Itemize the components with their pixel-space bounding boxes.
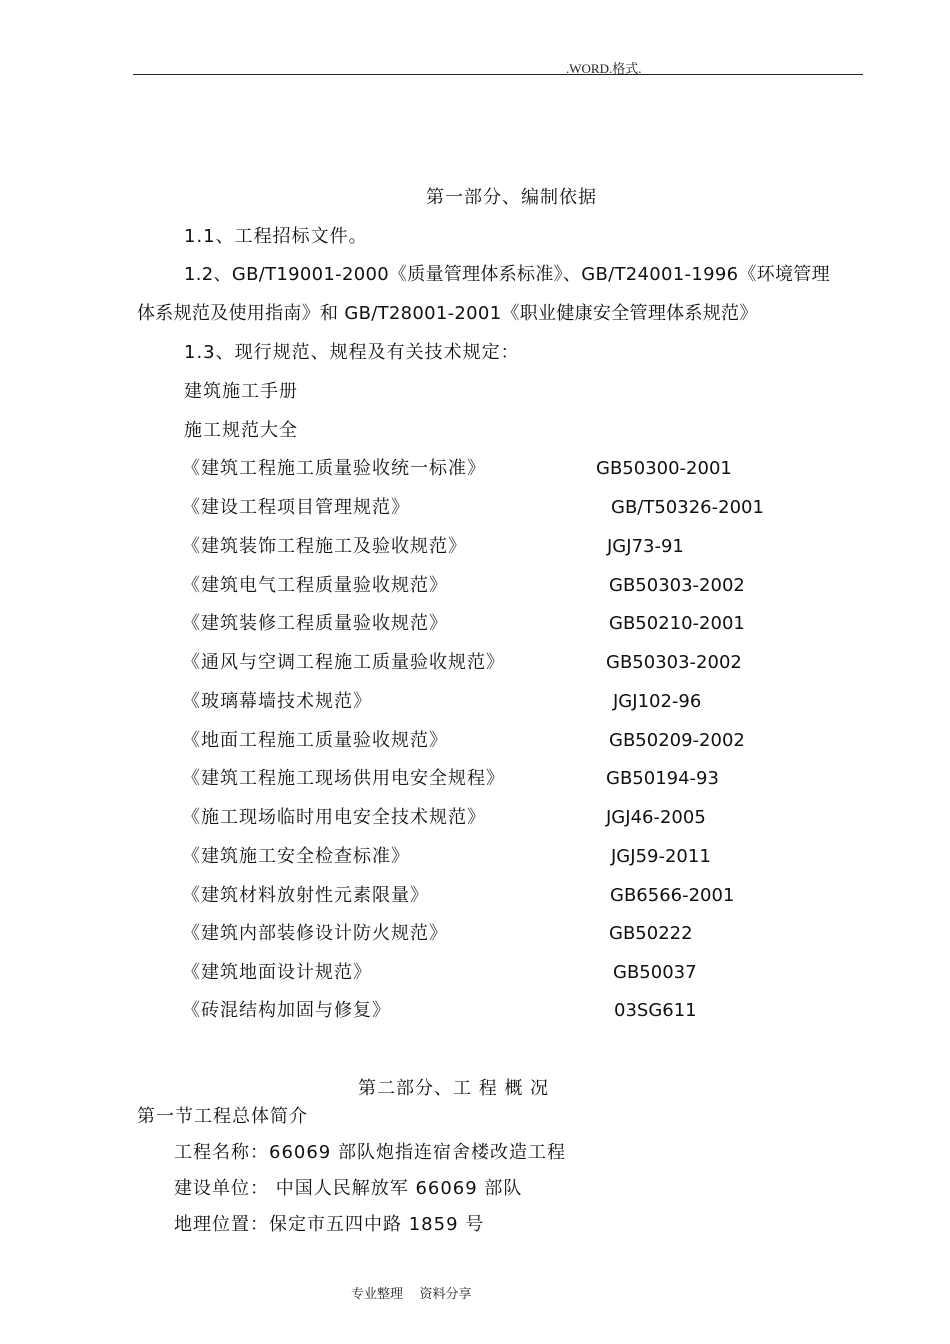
standard-title: 《玻璃幕墙技术规范》 xyxy=(182,691,372,712)
standard-title: 《建筑装饰工程施工及验收规范》 xyxy=(182,536,467,557)
standard-code: JGJ59-2011 xyxy=(611,846,711,867)
builder: 建设单位： 中国人民解放军 66069 部队 xyxy=(174,1178,523,1199)
standard-code: JGJ102-96 xyxy=(613,691,702,712)
standard-title: 《建筑工程施工现场供用电安全规程》 xyxy=(182,768,505,789)
part1-item2-line2: 体系规范及使用指南》和 GB/T28001-2001《职业健康安全管理体系规范》 xyxy=(137,303,758,324)
standard-title: 《地面工程施工质量验收规范》 xyxy=(182,730,448,751)
standard-code: GB50194-93 xyxy=(606,768,719,789)
standard-title: 《建筑装修工程质量验收规范》 xyxy=(182,613,448,634)
location: 地理位置：保定市五四中路 1859 号 xyxy=(174,1214,485,1235)
standard-title: 《砖混结构加固与修复》 xyxy=(182,1000,391,1021)
standard-title: 《建筑材料放射性元素限量》 xyxy=(182,885,429,906)
standard-title: 《施工现场临时用电安全技术规范》 xyxy=(182,807,486,828)
page-footer-text: 专业整理 资料分享 xyxy=(351,1287,472,1302)
standard-code: GB50037 xyxy=(613,962,697,983)
standard-code: 03SG611 xyxy=(614,1000,697,1021)
standard-code: GB50300-2001 xyxy=(596,458,732,479)
standard-title: 《建筑施工安全检查标准》 xyxy=(182,846,410,867)
part2-section1: 第一节工程总体简介 xyxy=(137,1106,308,1127)
standard-title: 《建设工程项目管理规范》 xyxy=(182,497,410,518)
part1-ref1: 建筑施工手册 xyxy=(184,381,298,402)
part1-title: 第一部分、编制依据 xyxy=(426,187,597,208)
part1-item1: 1.1、工程招标文件。 xyxy=(184,226,368,247)
standard-title: 《通风与空调工程施工质量验收规范》 xyxy=(182,652,505,673)
standard-title: 《建筑内部装修设计防火规范》 xyxy=(182,923,448,944)
part1-item3: 1.3、现行规范、规程及有关技术规定： xyxy=(184,342,520,363)
standard-code: GB50210-2001 xyxy=(609,613,745,634)
part1-ref2: 施工规范大全 xyxy=(184,420,298,441)
part1-item2-line1: 1.2、GB/T19001-2000《质量管理体系标准》、GB/T24001-1996《环境管理 xyxy=(184,264,830,285)
standard-code: GB50303-2002 xyxy=(606,652,742,673)
part2-title: 第二部分、工 程 概 况 xyxy=(358,1078,550,1099)
standard-code: GB50222 xyxy=(609,923,693,944)
standard-title: 《建筑地面设计规范》 xyxy=(182,962,372,983)
header-rule xyxy=(133,74,863,75)
standard-title: 《建筑工程施工质量验收统一标准》 xyxy=(182,458,486,479)
standard-title: 《建筑电气工程质量验收规范》 xyxy=(182,575,448,596)
page-header-text: .WORD.格式. xyxy=(566,61,642,76)
standard-code: GB50303-2002 xyxy=(609,575,745,596)
standard-code: GB/T50326-2001 xyxy=(611,497,764,518)
project-name: 工程名称：66069 部队炮指连宿舍楼改造工程 xyxy=(174,1142,566,1163)
standard-code: GB6566-2001 xyxy=(610,885,735,906)
standard-code: JGJ46-2005 xyxy=(606,807,706,828)
standard-code: GB50209-2002 xyxy=(609,730,745,751)
standard-code: JGJ73-91 xyxy=(607,536,684,557)
